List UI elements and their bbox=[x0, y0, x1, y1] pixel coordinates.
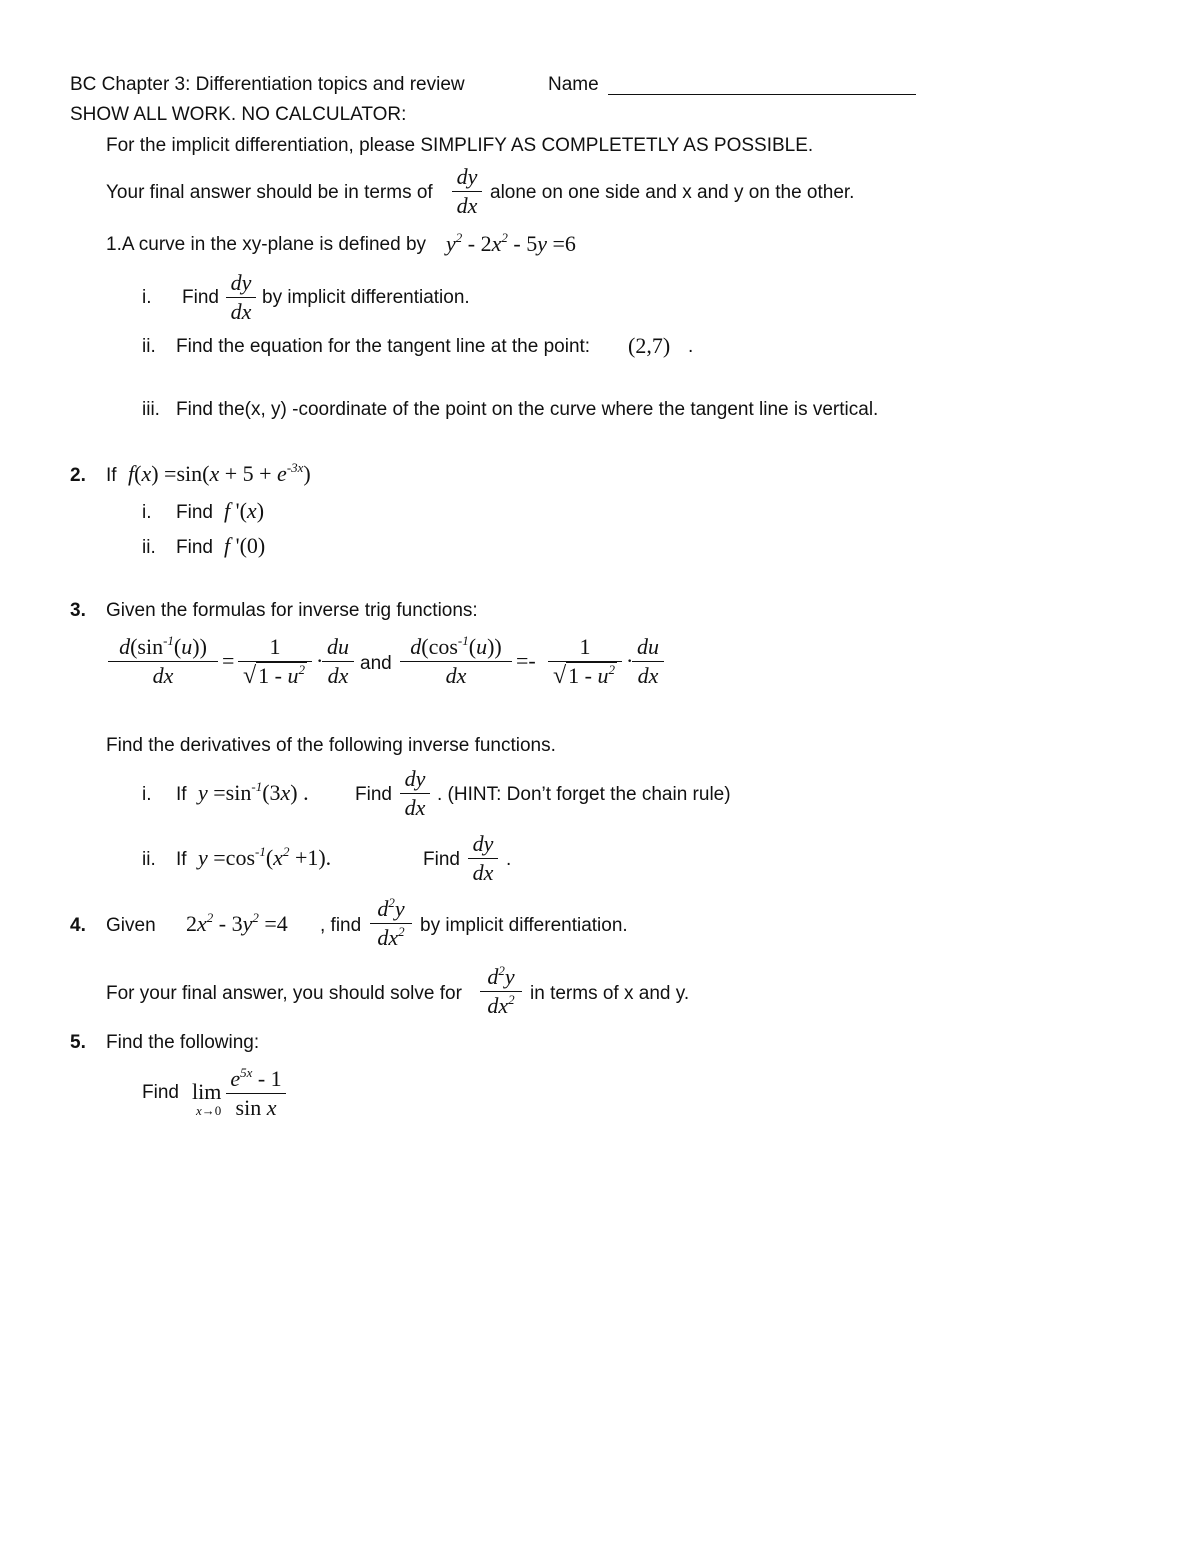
q3-ii-period: . bbox=[506, 849, 512, 870]
q1-i-number: i. bbox=[142, 287, 152, 308]
instruction-simplify: For the implicit differentiation, please SIMPLIFY AS COMPLETETLY AS POSSIBLE. bbox=[106, 135, 814, 156]
q2-ii-number: ii. bbox=[142, 537, 156, 558]
q4-number: 4. bbox=[70, 915, 86, 936]
q2-ii-find: Find bbox=[176, 537, 213, 558]
arcsin-derivative-lhs: $d(\sin^{-1}(u))$ dx bbox=[108, 634, 218, 689]
q3-stem: Given the formulas for inverse trig functions: bbox=[106, 600, 478, 621]
q2-i-find: Find bbox=[176, 502, 213, 523]
q1-stem: 1.A curve in the xy-plane is defined by bbox=[106, 234, 427, 255]
q1-iii-text: Find the(x, y) -coordinate of the point on the curve where the tangent line is vertical. bbox=[176, 399, 879, 420]
page-title: BC Chapter 3: Differentiation topics and review bbox=[70, 74, 465, 95]
q1-equation: $y^2 - 2x^2 - 5y =6$ bbox=[446, 230, 576, 256]
arccos-derivative-lhs: $d(\cos^{-1}(u))$ dx bbox=[400, 634, 512, 689]
q3-i-function: $y =\sin^{-1}(3x)$ . bbox=[198, 779, 309, 805]
and-word: and bbox=[360, 653, 392, 674]
limit-operator: lim bbox=[192, 1079, 222, 1104]
q2-i-expression: f '(x) bbox=[224, 498, 265, 523]
q3-i-hint: . (HINT: Don’t forget the chain rule) bbox=[437, 784, 731, 805]
q3-find-line: Find the derivatives of the following inverse functions. bbox=[106, 735, 556, 756]
q2-function: $f(x) =\sin(x + 5 + e^{-3x})$ bbox=[128, 460, 311, 486]
q4-by-text: by implicit differentiation. bbox=[420, 915, 628, 936]
q4-final-b: in terms of x and y. bbox=[530, 983, 690, 1004]
q1-ii-text: Find the equation for the tangent line at the point: bbox=[176, 336, 591, 357]
q3-ii-function: $y =\cos^{-1}(x^2 +1)$. bbox=[198, 844, 332, 870]
limit-fraction: $e^{5x} - 1$ sin x bbox=[226, 1066, 286, 1121]
q1-ii-period: . bbox=[688, 336, 694, 357]
arccos-derivative-rhs: 1 $√1 - u^2$ bbox=[548, 634, 622, 689]
q4-equation: $2x^2 - 3y^2 =4$ bbox=[186, 910, 288, 936]
q1-iii-number: iii. bbox=[142, 399, 160, 420]
q5-stem: Find the following: bbox=[106, 1032, 260, 1053]
q3-i-if: If bbox=[176, 784, 187, 805]
q2-if: If bbox=[106, 465, 117, 486]
q3-i-find: Find bbox=[355, 784, 392, 805]
q3-ii-dy-dx-fraction: dy dx bbox=[468, 831, 498, 886]
q1-i-text: by implicit differentiation. bbox=[262, 287, 470, 308]
q4-given: Given bbox=[106, 915, 156, 936]
du-dx-fraction-1: du dx bbox=[322, 634, 354, 689]
dy-dx-fraction: dy dx bbox=[452, 164, 482, 219]
q1-dy-dx-fraction: dy dx bbox=[226, 270, 256, 325]
dot-operator-2: · bbox=[626, 648, 634, 673]
q1-i-find: Find bbox=[182, 287, 219, 308]
q4-final-a: For your final answer, you should solve for bbox=[106, 983, 462, 1004]
dot-operator: · bbox=[316, 648, 324, 673]
instruction-terms-a: Your final answer should be in terms of bbox=[106, 182, 433, 203]
q3-ii-find: Find bbox=[423, 849, 460, 870]
q3-i-number: i. bbox=[142, 784, 152, 805]
equals-minus-sign: =- bbox=[516, 648, 536, 673]
q2-number: 2. bbox=[70, 465, 86, 486]
q2-i-number: i. bbox=[142, 502, 152, 523]
arcsin-derivative-rhs: 1 $√1 - u^2$ bbox=[238, 634, 312, 689]
q4-second-derivative-fraction: $d^2y$ $dx^2$ bbox=[370, 896, 412, 951]
name-label: Name bbox=[548, 74, 599, 95]
limit-subscript: x→0 bbox=[196, 1103, 222, 1118]
name-field-line[interactable] bbox=[608, 94, 916, 95]
du-dx-fraction-2: du dx bbox=[632, 634, 664, 689]
q3-i-dy-dx-fraction: dy dx bbox=[400, 766, 430, 821]
q3-number: 3. bbox=[70, 600, 86, 621]
instruction-show-work: SHOW ALL WORK. NO CALCULATOR: bbox=[70, 104, 407, 125]
q4-find: , find bbox=[320, 915, 362, 936]
q2-ii-expression: f '(0) bbox=[224, 533, 266, 558]
q1-ii-point: (2,7) bbox=[628, 333, 671, 358]
q3-ii-number: ii. bbox=[142, 849, 156, 870]
instruction-terms-b: alone on one side and x and y on the other. bbox=[490, 182, 855, 203]
q3-ii-if: If bbox=[176, 849, 187, 870]
q5-number: 5. bbox=[70, 1032, 86, 1053]
q1-ii-number: ii. bbox=[142, 336, 156, 357]
equals-sign: = bbox=[222, 648, 235, 673]
q5-find: Find bbox=[142, 1082, 179, 1103]
q4-final-second-derivative-fraction: $d^2y$ $dx^2$ bbox=[480, 964, 522, 1019]
